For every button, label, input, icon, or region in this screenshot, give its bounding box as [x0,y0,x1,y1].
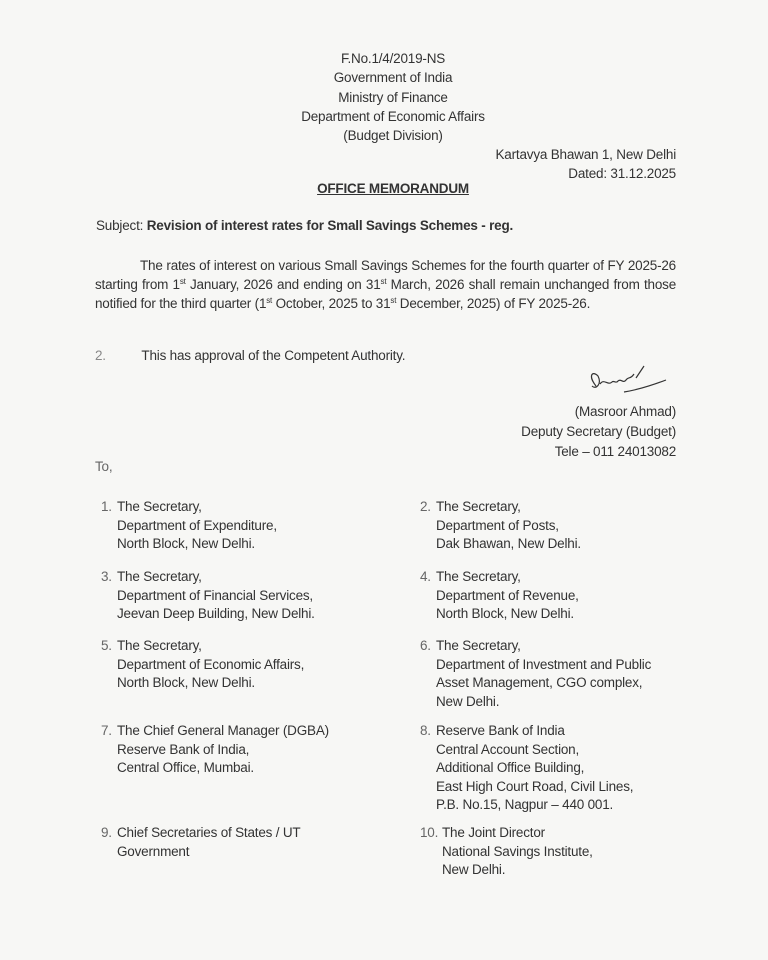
signatory-block [521,402,676,462]
addressee-number: 9. [101,825,112,840]
address-line: The Secretary, [436,499,521,514]
to-label: To, [95,459,113,474]
addressee-number: 4. [420,569,431,584]
addressee-number: 2. [420,499,431,514]
addressee-text [436,568,579,624]
addressee-text [117,824,300,861]
subject [96,218,513,233]
address-line: P.B. No.15, Nagpur – 440 001. [436,797,614,812]
address-line: New Delhi. [436,693,500,709]
signatory-phone: Tele – 011 24013082 [554,444,676,459]
address-line: The Secretary, [117,499,202,514]
addressee-item [420,637,651,711]
text: The rates of interest on various Small Savings Schemes for the fourth quarter of FY 2025-26 starting from 1 [95,258,676,292]
address-line: North Block, New Delhi. [117,536,255,551]
addressee-number: 7. [101,723,112,738]
addressee-item [420,498,581,554]
org-line: Department of Economic Affairs [301,108,485,124]
letterhead [0,49,768,145]
addressee-item [101,824,300,861]
address-line: Asset Management, CGO complex, [436,675,643,690]
addressee-text [117,637,304,693]
addressee-text [442,824,593,880]
text: December, 2025) of FY 2025-26. [396,296,591,311]
subject-text: Revision of interest rates for Small Savings Schemes - reg. [146,218,514,233]
address-line: Chief Secretaries of States / UT [117,825,301,840]
addressee-item [101,568,315,624]
addressee-text [436,722,633,815]
address-line: Department of Investment and Public [436,656,652,672]
sup: st [380,277,387,286]
addressee-text [436,637,651,711]
address-line: North Block, New Delhi. [436,606,574,621]
address-line: The Secretary, [436,638,521,653]
signatory-designation: Deputy Secretary (Budget) [521,424,676,439]
addressee-number: 6. [420,638,431,653]
org-line: (Budget Division) [343,128,443,144]
address-line: Reserve Bank of India [436,723,565,738]
sup: st [266,296,273,305]
address-line: The Joint Director [442,825,545,840]
place-date [496,145,677,183]
address-line: Dak Bhawan, New Delhi. [436,536,581,551]
addressee-number: 8. [420,723,431,738]
address-line: The Secretary, [436,569,521,584]
addressee-item [420,824,593,880]
addressee-item [101,722,329,778]
address-line: New Delhi. [442,862,506,877]
addressee-number: 3. [101,569,112,584]
address-line: Additional Office Building, [436,760,585,775]
address-line: The Secretary, [117,569,202,584]
paragraph-2 [95,348,405,363]
address-line: Department of Posts, [436,517,559,533]
addressee-text [117,722,329,778]
address-line: Reserve Bank of India, [117,741,250,757]
para-text: This has approval of the Competent Authority. [141,348,406,363]
address-line: Central Office, Mumbai. [117,760,254,775]
address-line: The Chief General Manager (DGBA) [117,723,329,738]
text: January, 2026 and ending on 31 [185,277,381,292]
place: Kartavya Bhawan 1, New Delhi [495,147,676,162]
address-line: Central Account Section, [436,741,580,757]
address-line: Department of Financial Services, [117,587,313,603]
document-title: OFFICE MEMORANDUM [317,181,469,196]
addressee-text [117,568,315,624]
para-number: 2. [95,348,106,363]
text: March, 2026 shall remain unchanged from those notified for the third quarter (1 [95,277,676,311]
addressee-item [420,568,579,624]
signature-icon [582,364,672,404]
address-line: Department of Economic Affairs, [117,656,305,672]
sup: st [179,277,186,286]
addressee-number: 5. [101,638,112,653]
addressee-number: 1. [101,499,112,514]
addressee-item [101,498,277,554]
address-line: The Secretary, [117,638,202,653]
addressee-text [117,498,277,554]
address-line: Jeevan Deep Building, New Delhi. [117,606,315,621]
address-line: Government [117,843,190,859]
address-line: East High Court Road, Civil Lines, [436,778,634,794]
address-line: Department of Revenue, [436,587,579,603]
addressee-text [436,498,581,554]
signatory-name: (Masroor Ahmad) [574,404,676,419]
subject-label: Subject: [96,218,144,233]
org-line: Ministry of Finance [338,89,448,105]
addressee-number: 10. [420,825,439,840]
addressee-item [420,722,633,815]
text: October, 2025 to 31 [272,296,391,311]
address-line: National Savings Institute, [442,843,593,859]
address-line: North Block, New Delhi. [117,675,255,690]
paragraph-1 [95,256,676,313]
addressee-item [101,637,304,693]
date: Dated: 31.12.2025 [568,166,676,181]
sup: st [390,296,397,305]
org-line: Government of India [333,70,453,86]
file-number: F.No.1/4/2019-NS [340,51,446,66]
address-line: Department of Expenditure, [117,517,277,533]
